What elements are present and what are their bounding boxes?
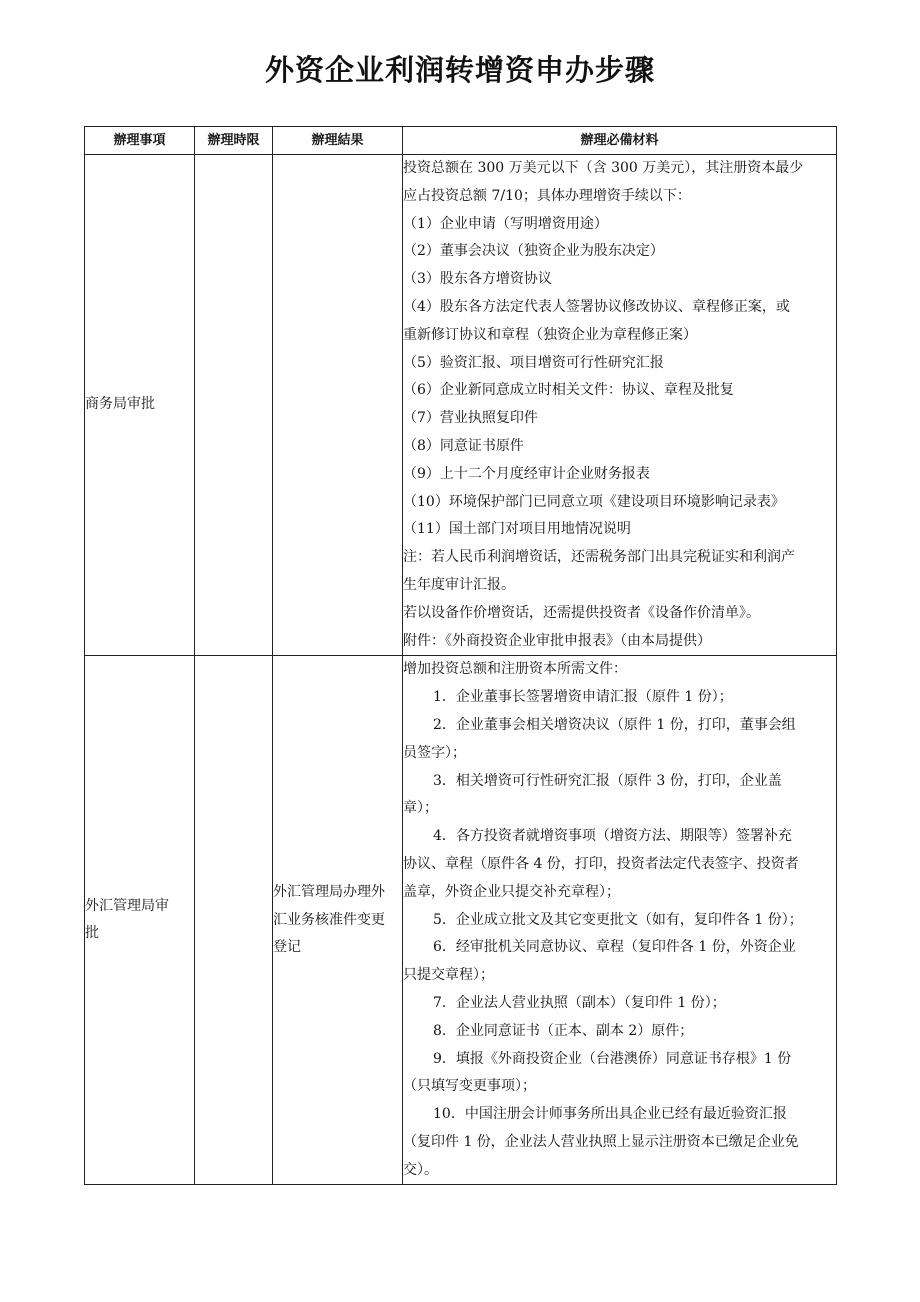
header-time-limit: 辦理時限 xyxy=(195,127,273,155)
material-line: 5．企业成立批文及其它变更批文（如有，复印件各 1 份）； xyxy=(433,911,803,928)
result-line: 汇业务核准件变更 xyxy=(273,911,385,928)
procedure-table xyxy=(84,126,837,1185)
table-row-commerce-bureau xyxy=(85,155,837,656)
material-line: 9．填报《外商投资企业（台港澳侨）同意证书存根》1 份 xyxy=(433,1050,792,1067)
cell-materials xyxy=(403,656,837,1185)
material-line: 3．相关增资可行性研究汇报（原件 3 份，打印，企业盖 xyxy=(433,772,782,789)
material-line: （8）同意证书原件 xyxy=(403,437,524,454)
material-line: （7）营业执照复印件 xyxy=(403,410,538,427)
material-line: 7．企业法人营业执照（副本）（复印件 1 份）； xyxy=(433,994,726,1011)
material-line: 员签字）； xyxy=(403,744,466,761)
material-line: 只提交章程）； xyxy=(403,967,494,984)
header-result: 辦理結果 xyxy=(273,127,403,155)
material-line: 投资总额在 300 万美元以下（含 300 万美元），其注册资本最少 xyxy=(403,160,804,176)
cell-result xyxy=(273,155,403,656)
item-label: 商务局审批 xyxy=(85,396,155,413)
item-label-line: 批 xyxy=(85,925,99,942)
material-line: 注：若人民币利润增资话，还需税务部门出具完税证实和利润产 xyxy=(403,549,795,566)
cell-time-limit xyxy=(195,155,273,656)
cell-materials xyxy=(403,155,837,656)
material-line: （5）验资汇报、项目增资可行性研究汇报 xyxy=(403,354,664,371)
material-line: 8．企业同意证书（正本、副本 2）原件； xyxy=(433,1022,694,1039)
material-line: 交）。 xyxy=(403,1161,438,1178)
material-line: 增加投资总额和注册资本所需文件： xyxy=(403,661,627,678)
material-line: （3）股东各方增资协议 xyxy=(403,271,552,288)
item-label-line: 外汇管理局审 xyxy=(85,897,169,914)
material-line: （1）企业申请（写明增资用途） xyxy=(403,215,608,232)
material-line: 若以设备作价增资话，还需提供投资者《设备作价清单》。 xyxy=(403,604,760,621)
material-line: 应占投资总额 7/10；具体办理增资手续以下： xyxy=(403,187,691,204)
header-materials: 辦理必備材料 xyxy=(403,127,837,155)
document-title: 外资企业利润转增资申办步骤 xyxy=(264,53,655,87)
material-line: 1．企业董事长签署增资申请汇报（原件 1 份）； xyxy=(433,689,733,706)
table-header-row xyxy=(85,127,837,155)
material-line: （6）企业新同意成立时相关文件：协议、章程及批复 xyxy=(403,382,734,399)
material-line: （复印件 1 份，企业法人营业执照上显示注册资本已缴足企业免 xyxy=(403,1133,799,1150)
header-item: 辦理事項 xyxy=(85,127,195,155)
material-line: （11）国土部门对项目用地情况说明 xyxy=(403,521,631,538)
cell-result xyxy=(273,656,403,1185)
material-line: （4）股东各方法定代表人签署协议修改协议、章程修正案，或 xyxy=(403,298,790,315)
result-line: 外汇管理局办理外 xyxy=(273,883,385,900)
material-line: 2．企业董事会相关增资决议（原件 1 份，打印，董事会组 xyxy=(433,716,796,733)
material-line: 10．中国注册会计师事务所出具企业已经有最近验资汇报 xyxy=(433,1106,787,1123)
material-line: （只填写变更事项）； xyxy=(403,1078,536,1095)
material-line: （10）环境保护部门已同意立项《建设项目环境影响记录表》 xyxy=(403,493,785,510)
material-line: 重新修订协议和章程（独资企业为章程修正案） xyxy=(403,326,697,343)
material-line: 协议、章程（原件各 4 份，打印，投资者法定代表签字、投资者 xyxy=(403,855,799,872)
material-line: （2）董事会决议（独资企业为股东决定） xyxy=(403,243,664,260)
material-line: 盖章，外资企业只提交补充章程）； xyxy=(403,883,620,900)
material-line: 4．各方投资者就增资事项（增资方法、期限等）签署补充 xyxy=(433,828,792,845)
material-line: 附件：《外商投资企业审批申报表》（由本局提供） xyxy=(403,632,711,649)
material-line: 章）； xyxy=(403,800,438,817)
cell-time-limit xyxy=(195,656,273,1185)
table-row-forex-bureau xyxy=(85,656,837,1185)
material-line: （9）上十二个月度经审计企业财务报表 xyxy=(403,465,650,482)
material-line: 生年度审计汇报。 xyxy=(403,576,515,593)
cell-item xyxy=(85,155,195,656)
result-line: 登记 xyxy=(273,939,301,956)
material-line: 6．经审批机关同意协议、章程（复印件各 1 份，外资企业 xyxy=(433,939,796,956)
cell-item xyxy=(85,656,195,1185)
